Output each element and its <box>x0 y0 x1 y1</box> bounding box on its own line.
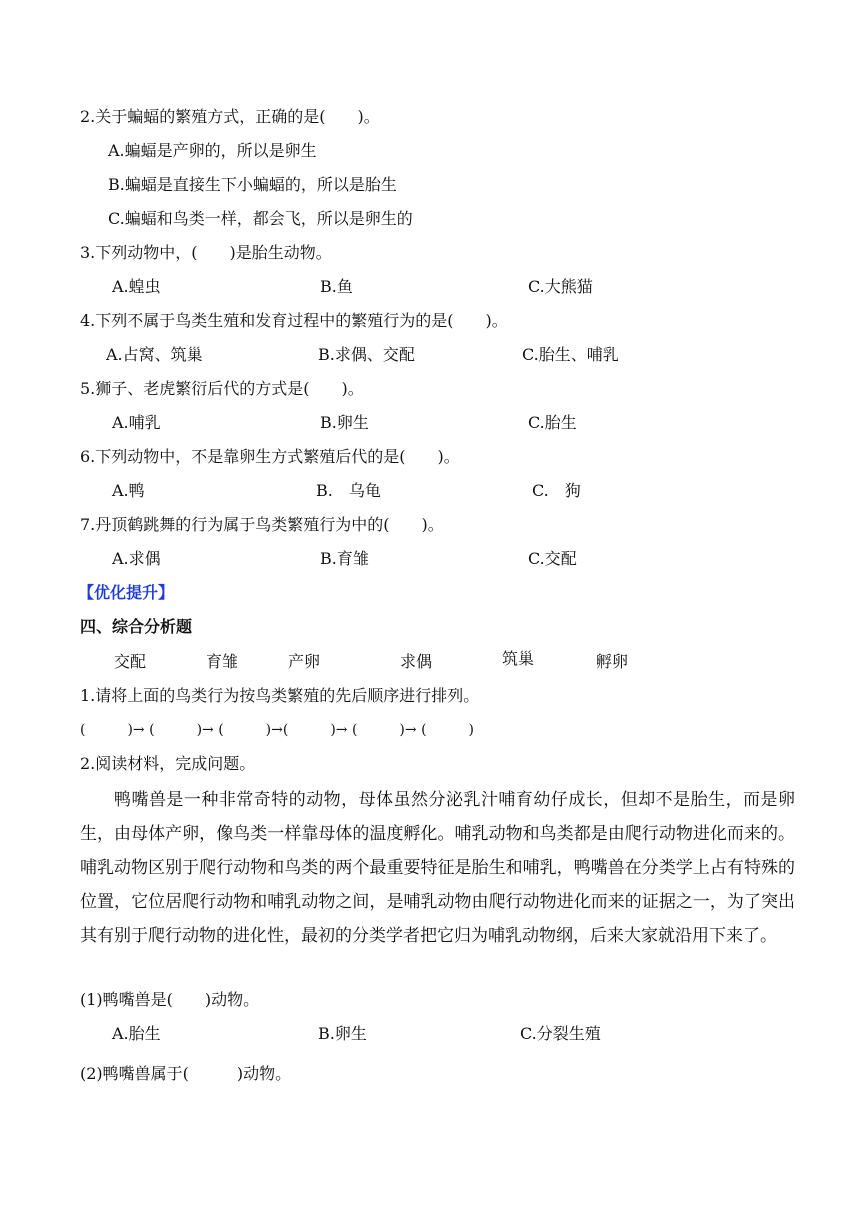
section-tag: 【优化提升】 <box>78 583 175 602</box>
s4-q2-sub1-stem: (1)鸭嘴兽是( )动物。 <box>80 990 260 1009</box>
behavior-word: 产卵 <box>288 652 321 671</box>
q7-option-c[interactable]: C.交配 <box>528 549 577 568</box>
q2-option-b[interactable]: B.蝙蝠是直接生下小蝙蝠的，所以是胎生 <box>108 175 397 194</box>
q6-option-a[interactable]: A.鸭 <box>112 481 145 500</box>
behavior-word: 筑巢 <box>502 649 535 668</box>
q7-stem: 7.丹顶鹤跳舞的行为属于鸟类繁殖行为中的( )。 <box>80 515 444 534</box>
q3-stem: 3.下列动物中，( )是胎生动物。 <box>80 243 332 262</box>
q5-option-c[interactable]: C.胎生 <box>528 413 577 432</box>
s4-q1-stem: 1.请将上面的鸟类行为按鸟类繁殖的先后顺序进行排列。 <box>80 686 480 705</box>
q4-option-a[interactable]: A.占窝、筑巢 <box>106 345 203 364</box>
s4-q1-sequence-blanks[interactable]: ( )→ ( )→ ( )→( )→ ( )→ ( ) <box>80 722 474 738</box>
q5-option-b[interactable]: B.卵生 <box>320 413 369 432</box>
q7-option-b[interactable]: B.育雏 <box>320 549 369 568</box>
passage-text: 鸭嘴兽是一种非常奇特的动物，母体虽然分泌乳汁哺育幼仔成长，但却不是胎生，而是卵生，由母体产卵，像鸟类一样靠母体的温度孵化。哺乳动物和鸟类都是由爬行动物进化而来的。哺乳动物区别于爬行动物和鸟类的两个最重要特征是胎生和哺乳，鸭嘴兽在分类学上占有特殊的位置，它位居爬行动物和哺乳动物之间，是哺乳动物由爬行动物进化而来的证据之一，为了突出其有别于爬行动物的进化性，最初的分类学者把它归为哺乳动物纲，后来大家就沿用下来了。 <box>80 790 795 946</box>
q6-stem: 6.下列动物中，不是靠卵生方式繁殖后代的是( )。 <box>80 447 460 466</box>
behavior-word: 育雏 <box>206 652 239 671</box>
q6-option-c[interactable]: C. 狗 <box>532 481 581 500</box>
q5-option-a[interactable]: A.哺乳 <box>112 413 161 432</box>
behavior-word: 求偶 <box>400 652 433 671</box>
section-title: 四、综合分析题 <box>80 617 193 636</box>
q7-option-a[interactable]: A.求偶 <box>112 549 161 568</box>
q5-stem: 5.狮子、老虎繁衍后代的方式是( )。 <box>80 379 364 398</box>
s4-q2-stem: 2.阅读材料，完成问题。 <box>80 754 256 773</box>
q3-option-c[interactable]: C.大熊猫 <box>528 277 593 296</box>
q3-option-a[interactable]: A.蝗虫 <box>112 277 161 296</box>
q4-option-b[interactable]: B.求偶、交配 <box>318 345 415 364</box>
q2-stem: 2.关于蝙蝠的繁殖方式，正确的是( )。 <box>80 107 380 126</box>
q4-option-c[interactable]: C.胎生、哺乳 <box>522 345 619 364</box>
s4-q2-sub1-option-c[interactable]: C.分裂生殖 <box>520 1024 601 1043</box>
reading-passage <box>80 783 795 953</box>
q3-option-b[interactable]: B.鱼 <box>320 277 353 296</box>
q4-stem: 4.下列不属于鸟类生殖和发育过程中的繁殖行为的是( )。 <box>80 311 508 330</box>
s4-q2-sub1-option-b[interactable]: B.卵生 <box>318 1024 367 1043</box>
s4-q2-sub2-stem: (2)鸭嘴兽属于( )动物。 <box>80 1064 292 1083</box>
q6-option-b[interactable]: B. 乌龟 <box>316 481 381 500</box>
s4-q2-sub1-option-a[interactable]: A.胎生 <box>112 1024 161 1043</box>
q2-option-c[interactable]: C.蝙蝠和鸟类一样，都会飞，所以是卵生的 <box>108 209 413 228</box>
q2-option-a[interactable]: A.蝙蝠是产卵的，所以是卵生 <box>108 141 317 160</box>
behavior-word: 交配 <box>114 652 147 671</box>
behavior-word: 孵卵 <box>596 652 629 671</box>
